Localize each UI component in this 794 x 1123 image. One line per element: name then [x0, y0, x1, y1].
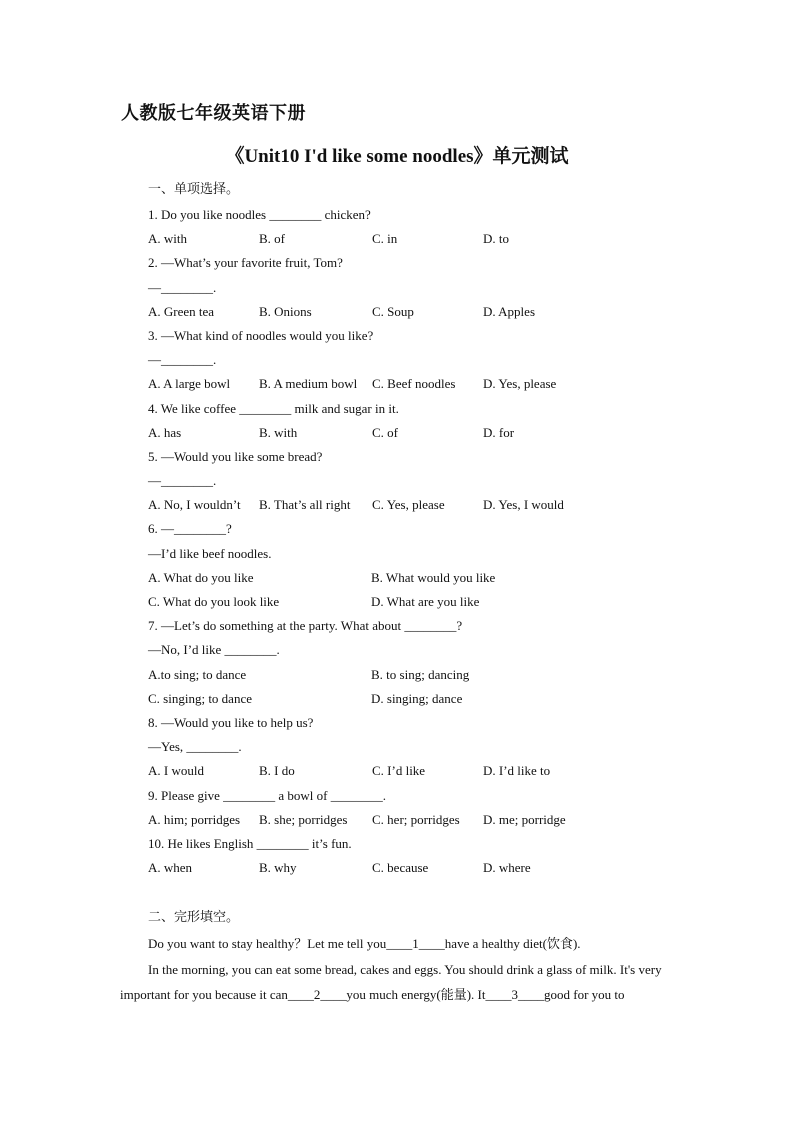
section-1-heading: 一、单项选择。	[148, 182, 240, 197]
cloze-paragraph-1	[120, 931, 676, 957]
cloze-p2-text-2: you much energy(能量). It	[346, 987, 486, 1002]
question-2-options	[148, 300, 708, 324]
question-10-option-c: C. because	[372, 860, 429, 876]
question-2-option-a: A. Green tea	[148, 303, 215, 319]
question-6-option-c: C. What do you look like	[148, 594, 280, 609]
question-7-options-row-2	[148, 687, 708, 711]
question-9-options	[148, 808, 708, 832]
question-7-option-b: B. to sing; dancing	[371, 666, 470, 682]
question-2-answer-line: —________.	[148, 279, 217, 295]
question-2-option-b: B. Onions	[259, 303, 312, 319]
question-1-option-d: D. to	[483, 231, 509, 247]
question-1-options	[148, 227, 708, 251]
question-2-stem: 2. —What’s your favorite fruit, Tom?	[148, 255, 343, 271]
question-3-option-c: C. Beef noodles	[372, 376, 456, 392]
question-6-option-d: D. What are you like	[371, 594, 480, 609]
question-1-option-b: B. of	[259, 231, 285, 247]
question-3-option-b: B. A medium bowl	[259, 376, 358, 392]
question-3-options	[148, 372, 708, 396]
question-7-stem: 7. —Let’s do something at the party. What about ________?	[148, 618, 463, 634]
document-pre-title: 人教版七年级英语下册	[121, 103, 306, 124]
question-2-option-d: D. Apples	[483, 303, 535, 319]
question-5-option-a: A. No, I wouldn’t	[148, 497, 241, 513]
question-8-option-c: C. I’d like	[372, 763, 426, 779]
question-4-option-b: B. with	[259, 424, 298, 440]
question-10-option-d: D. where	[483, 860, 531, 876]
cloze-p1-text-after: have a healthy diet(饮食).	[444, 936, 581, 951]
question-8-option-a: A. I would	[148, 763, 204, 779]
question-9-option-a: A. him; porridges	[148, 811, 241, 827]
section-2-heading: 二、完形填空。	[148, 910, 240, 925]
question-4-option-d: D. for	[483, 424, 515, 440]
question-10-options	[148, 856, 708, 880]
question-7-option-d: D. singing; dance	[371, 690, 463, 706]
cloze-blank-2: ____2____	[287, 987, 347, 1002]
document-title: 《Unit10 I'd like some noodles》单元测试	[225, 146, 569, 167]
cloze-blank-1: ____1____	[386, 936, 445, 951]
cloze-blank-3: ____3____	[485, 987, 544, 1002]
question-6-answer-line: —I’d like beef noodles.	[148, 545, 272, 561]
question-8-option-d: D. I’d like to	[483, 763, 551, 779]
question-7-option-a: A.to sing; to dance	[148, 666, 247, 682]
question-8-stem: 8. —Would you like to help us?	[148, 714, 314, 730]
question-3-stem: 3. —What kind of noodles would you like?	[148, 327, 374, 343]
question-2-option-c: C. Soup	[372, 303, 414, 319]
question-8-answer-line: —Yes, ________.	[148, 739, 242, 755]
question-10-option-a: A. when	[148, 860, 193, 876]
question-5-answer-line: —________.	[148, 473, 217, 489]
question-7-option-c: C. singing; to dance	[148, 690, 252, 706]
question-3-answer-line: —________.	[148, 352, 217, 368]
question-6-options-row-2	[148, 590, 708, 614]
question-3-option-d: D. Yes, please	[483, 376, 557, 392]
question-4-options	[148, 421, 708, 445]
question-7-answer-line: —No, I’d like ________.	[148, 642, 280, 658]
question-4-stem: 4. We like coffee ________ milk and sugar in it.	[148, 400, 399, 416]
question-1-option-c: C. in	[372, 231, 398, 247]
question-6-option-b: B. What would you like	[371, 569, 496, 585]
question-9-option-b: B. she; porridges	[259, 811, 348, 827]
question-1-stem: 1. Do you like noodles ________ chicken?	[148, 207, 371, 222]
question-9-option-c: C. her; porridges	[372, 811, 460, 827]
question-7-options-row-1	[148, 663, 708, 687]
question-4-option-c: C. of	[372, 424, 398, 440]
question-3-option-a: A. A large bowl	[148, 376, 231, 392]
cloze-passage	[120, 931, 676, 1008]
question-5-option-d: D. Yes, I would	[483, 497, 564, 513]
question-6-option-a: A. What do you like	[148, 569, 254, 585]
question-5-option-c: C. Yes, please	[372, 497, 445, 513]
cloze-p2-text-3: good for you to	[543, 987, 625, 1002]
question-8-option-b: B. I do	[259, 763, 295, 779]
cloze-p1-text-before: Do you want to stay healthy？Let me tell you	[148, 936, 387, 951]
question-10-option-b: B. why	[259, 860, 297, 876]
question-10-stem: 10. He likes English ________ it’s fun.	[148, 835, 352, 851]
cloze-paragraph-2	[120, 957, 676, 1008]
question-5-stem: 5. —Would you like some bread?	[148, 448, 323, 464]
multiple-choice-list	[148, 203, 708, 880]
cloze-p2-text-1: In the morning, you can eat some bread, cakes and eggs. You should drink a glass of milk. It's very important for you because it can	[120, 961, 662, 1002]
question-1-option-a: A. with	[148, 231, 187, 247]
question-9-option-d: D. me; porridge	[483, 811, 566, 827]
question-9-stem: 9. Please give ________ a bowl of ________.	[148, 787, 386, 803]
question-6-stem: 6. —________?	[148, 521, 232, 537]
question-4-option-a: A. has	[148, 424, 182, 440]
question-6-options-row-1	[148, 566, 708, 590]
question-5-options	[148, 493, 708, 517]
question-8-options	[148, 759, 708, 783]
question-5-option-b: B. That’s all right	[259, 497, 351, 513]
